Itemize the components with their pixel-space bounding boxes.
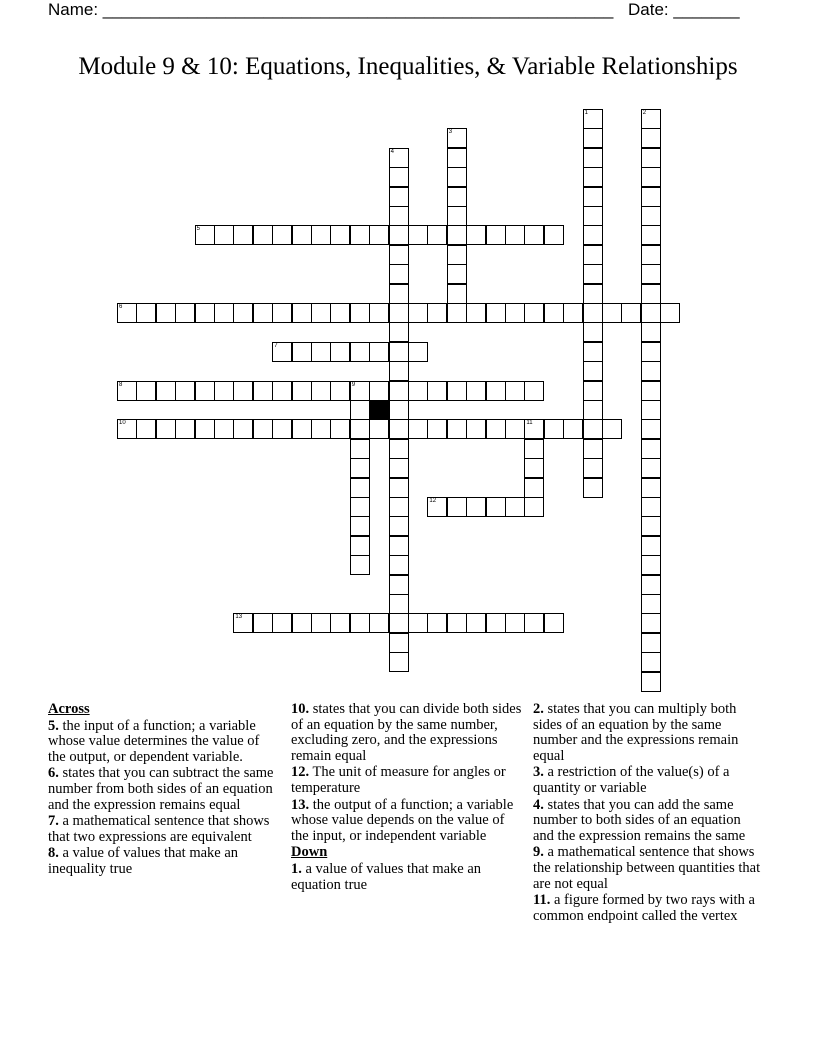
- clue-text: a mathematical sentence that shows the relationship between quantities that are not equal: [533, 844, 761, 892]
- grid-cell[interactable]: [427, 381, 447, 401]
- clue-text: a figure formed by two rays with a common endpoint called the vertex: [533, 892, 755, 924]
- clue-text: The unit of measure for angles or temperature: [291, 764, 506, 796]
- clue-across-5: [48, 719, 280, 766]
- clue-down-1: [291, 862, 523, 893]
- grid-cell[interactable]: [117, 303, 137, 323]
- grid-cell[interactable]: [641, 555, 661, 575]
- grid-cell[interactable]: [524, 478, 544, 498]
- grid-cell[interactable]: [466, 381, 486, 401]
- grid-cell[interactable]: [583, 303, 603, 323]
- grid-cell[interactable]: [427, 419, 447, 439]
- grid-cell[interactable]: [233, 303, 253, 323]
- grid-cell[interactable]: [330, 419, 350, 439]
- grid-cell[interactable]: [350, 342, 370, 362]
- grid-cell[interactable]: [524, 497, 544, 517]
- grid-cell[interactable]: [389, 633, 409, 653]
- grid-cell[interactable]: [389, 497, 409, 517]
- cell-number: 10: [119, 420, 126, 427]
- grid-cell[interactable]: [544, 613, 564, 633]
- grid-cell[interactable]: [583, 187, 603, 207]
- grid-cell[interactable]: [524, 225, 544, 245]
- grid-cell[interactable]: [544, 225, 564, 245]
- grid-cell[interactable]: [408, 381, 428, 401]
- clue-number: 2.: [533, 701, 544, 717]
- grid-cell[interactable]: [214, 381, 234, 401]
- grid-cell[interactable]: [583, 322, 603, 342]
- grid-cell[interactable]: [524, 381, 544, 401]
- grid-cell[interactable]: [389, 419, 409, 439]
- grid-cell[interactable]: [117, 381, 137, 401]
- clue-number: 8.: [48, 845, 59, 862]
- grid-cell[interactable]: [369, 613, 389, 633]
- grid-cell[interactable]: [427, 613, 447, 633]
- grid-cell[interactable]: [641, 361, 661, 381]
- grid-cell[interactable]: [292, 381, 312, 401]
- grid-cell[interactable]: [641, 458, 661, 478]
- grid-cell[interactable]: [641, 109, 661, 129]
- grid-cell[interactable]: [641, 148, 661, 168]
- grid-cell[interactable]: [544, 419, 564, 439]
- grid-cell[interactable]: [583, 109, 603, 129]
- grid-cell[interactable]: [156, 419, 176, 439]
- cell-number: 6: [119, 304, 123, 310]
- date-field[interactable]: Date: _______: [628, 0, 740, 19]
- grid-cell[interactable]: [389, 652, 409, 672]
- grid-cell[interactable]: [175, 381, 195, 401]
- clue-across-7: [48, 814, 280, 845]
- clue-number: 7.: [48, 813, 59, 830]
- grid-cell[interactable]: [272, 419, 292, 439]
- grid-cell[interactable]: [544, 303, 564, 323]
- grid-cell[interactable]: [233, 419, 253, 439]
- grid-cell[interactable]: [389, 478, 409, 498]
- grid-cell[interactable]: [466, 419, 486, 439]
- grid-cell[interactable]: [311, 303, 331, 323]
- grid-cell[interactable]: [330, 613, 350, 633]
- grid-cell[interactable]: [505, 303, 525, 323]
- grid-cell[interactable]: [427, 225, 447, 245]
- cell-number: 11: [526, 420, 533, 427]
- clue-column-1: [48, 702, 280, 879]
- grid-cell[interactable]: [214, 303, 234, 323]
- grid-cell[interactable]: [641, 128, 661, 148]
- grid-cell[interactable]: [389, 575, 409, 595]
- grid-cell[interactable]: [175, 419, 195, 439]
- grid-cell[interactable]: [350, 381, 370, 401]
- clue-number: 5.: [48, 717, 59, 734]
- cell-number: 9: [351, 381, 356, 388]
- clue-text: states that you can add the same number to both sides of an equation and the expression remains the same: [533, 796, 746, 844]
- cell-number: 1: [584, 110, 588, 116]
- grid-cell[interactable]: [447, 245, 467, 265]
- grid-cell[interactable]: [583, 264, 603, 284]
- clue-text: states that you can multiply both sides of an equation by the same number and the expressions remain equal: [533, 701, 739, 764]
- grid-cell[interactable]: [486, 303, 506, 323]
- grid-cell[interactable]: [447, 497, 467, 517]
- clue-down-3: [533, 765, 765, 796]
- grid-cell[interactable]: [583, 206, 603, 226]
- grid-cell[interactable]: [389, 536, 409, 556]
- grid-cell[interactable]: [350, 516, 370, 536]
- cell-number: 7: [274, 342, 278, 349]
- clue-text: states that you can divide both sides of an equation by the same number, excluding zero, and the expressions remain equal: [291, 701, 522, 764]
- grid-cell[interactable]: [408, 419, 428, 439]
- grid-cell[interactable]: [583, 361, 603, 381]
- grid-cell[interactable]: [641, 478, 661, 498]
- clue-down-11: [533, 893, 765, 924]
- grid-cell[interactable]: [350, 458, 370, 478]
- clue-text: a value of values that make an inequality true: [48, 845, 239, 877]
- grid-cell[interactable]: [641, 613, 661, 633]
- grid-cell[interactable]: [389, 594, 409, 614]
- grid-cell[interactable]: [292, 342, 312, 362]
- grid-cell[interactable]: [524, 419, 544, 439]
- grid-cell[interactable]: [447, 128, 467, 148]
- grid-cell[interactable]: [389, 167, 409, 187]
- grid-cell[interactable]: [641, 575, 661, 595]
- grid-cell[interactable]: [447, 148, 467, 168]
- name-field[interactable]: Name: ______________________________________________________: [48, 0, 614, 19]
- grid-cell[interactable]: [292, 613, 312, 633]
- grid-cell[interactable]: [641, 264, 661, 284]
- page-title: Module 9 & 10: Equations, Inequalities, & Variable Relationships: [78, 53, 738, 80]
- cell-number: 12: [429, 498, 437, 504]
- clue-column-2: [291, 702, 523, 894]
- grid-cell[interactable]: [660, 303, 680, 323]
- grid-cell[interactable]: [389, 206, 409, 226]
- grid-cell[interactable]: [641, 225, 661, 245]
- grid-cell[interactable]: [214, 419, 234, 439]
- grid-cell[interactable]: [583, 245, 603, 265]
- grid-cell[interactable]: [253, 225, 273, 245]
- grid-cell[interactable]: [486, 419, 506, 439]
- grid-cell[interactable]: [641, 322, 661, 342]
- grid-cell[interactable]: [563, 303, 583, 323]
- grid-cell[interactable]: [350, 613, 370, 633]
- clue-number: 12.: [291, 764, 310, 781]
- grid-cell[interactable]: [583, 478, 603, 498]
- grid-cell[interactable]: [447, 303, 467, 323]
- grid-cell[interactable]: [641, 206, 661, 226]
- clue-number: 4.: [533, 796, 544, 813]
- grid-cell[interactable]: [447, 187, 467, 207]
- grid-cell[interactable]: [292, 303, 312, 323]
- clue-text: states that you can subtract the same number from both sides of an equation and the expression remains equal: [48, 765, 274, 813]
- grid-cell[interactable]: [350, 400, 370, 420]
- clue-across-12: [291, 765, 523, 796]
- grid-cell[interactable]: [505, 381, 525, 401]
- clue-number: 11.: [533, 892, 551, 909]
- clue-across-13: [291, 798, 523, 845]
- grid-cell[interactable]: [408, 342, 428, 362]
- grid-cell[interactable]: [641, 536, 661, 556]
- clue-across-10: [291, 702, 523, 764]
- grid-cell[interactable]: [408, 613, 428, 633]
- grid-cell[interactable]: [350, 536, 370, 556]
- grid-cell[interactable]: [389, 148, 409, 168]
- clue-across-6: [48, 766, 280, 813]
- grid-cell[interactable]: [330, 381, 350, 401]
- grid-cell[interactable]: [389, 225, 409, 245]
- grid-cell[interactable]: [311, 419, 331, 439]
- grid-cell[interactable]: [272, 381, 292, 401]
- grid-cell[interactable]: [233, 225, 253, 245]
- grid-cell[interactable]: [408, 303, 428, 323]
- grid-cell[interactable]: [389, 322, 409, 342]
- grid-cell[interactable]: [427, 303, 447, 323]
- grid-cell[interactable]: [330, 303, 350, 323]
- grid-cell[interactable]: [408, 225, 428, 245]
- grid-cell[interactable]: [641, 303, 661, 323]
- grid-cell[interactable]: [447, 284, 467, 304]
- grid-cell[interactable]: [389, 613, 409, 633]
- clue-number: 3.: [533, 764, 544, 781]
- grid-cell[interactable]: [389, 264, 409, 284]
- grid-cell[interactable]: [447, 167, 467, 187]
- grid-cell[interactable]: [350, 497, 370, 517]
- grid-cell[interactable]: [524, 458, 544, 478]
- grid-cell[interactable]: [641, 497, 661, 517]
- grid-cell[interactable]: [641, 672, 661, 692]
- grid-cell[interactable]: [486, 613, 506, 633]
- grid-cell[interactable]: [486, 381, 506, 401]
- down-heading: Down: [291, 844, 328, 861]
- grid-cell[interactable]: [350, 439, 370, 459]
- grid-cell[interactable]: [447, 264, 467, 284]
- grid-cell[interactable]: [524, 613, 544, 633]
- grid-cell[interactable]: [350, 225, 370, 245]
- grid-cell[interactable]: [583, 439, 603, 459]
- grid-cell[interactable]: [195, 381, 215, 401]
- clue-down-2: [533, 702, 765, 764]
- grid-cell[interactable]: [583, 167, 603, 187]
- across-heading: Across: [48, 701, 90, 717]
- grid-cell[interactable]: [389, 245, 409, 265]
- grid-cell[interactable]: [350, 303, 370, 323]
- grid-cell[interactable]: [583, 458, 603, 478]
- grid-cell[interactable]: [272, 303, 292, 323]
- grid-cell[interactable]: [505, 419, 525, 439]
- clue-across-8: [48, 846, 280, 877]
- grid-cell[interactable]: [330, 342, 350, 362]
- clue-text: a mathematical sentence that shows that two expressions are equivalent: [48, 813, 270, 845]
- clue-number: 13.: [291, 796, 310, 813]
- grid-cell[interactable]: [369, 342, 389, 362]
- grid-cell[interactable]: [641, 284, 661, 304]
- grid-cell[interactable]: [272, 613, 292, 633]
- grid-cell[interactable]: [233, 381, 253, 401]
- grid-cell[interactable]: [505, 225, 525, 245]
- grid-cell[interactable]: [369, 419, 389, 439]
- grid-cell[interactable]: [641, 400, 661, 420]
- clue-number: 9.: [533, 844, 544, 861]
- clue-text: the input of a function; a variable whose value determines the value of the output, or dependent variable.: [48, 717, 260, 765]
- grid-cell[interactable]: [253, 303, 273, 323]
- cell-number: 5: [196, 226, 200, 233]
- grid-cell[interactable]: [369, 381, 389, 401]
- grid-cell[interactable]: [389, 284, 409, 304]
- grid-cell[interactable]: [602, 303, 622, 323]
- grid-cell[interactable]: [311, 613, 331, 633]
- grid-cell[interactable]: [292, 225, 312, 245]
- grid-cell[interactable]: [156, 303, 176, 323]
- grid-cell[interactable]: [524, 439, 544, 459]
- grid-cell[interactable]: [641, 419, 661, 439]
- grid-cell[interactable]: [641, 167, 661, 187]
- grid-cell[interactable]: [583, 225, 603, 245]
- grid-cell[interactable]: [253, 419, 273, 439]
- clue-text: a restriction of the value(s) of a quantity or variable: [533, 764, 730, 796]
- grid-cell[interactable]: [524, 303, 544, 323]
- grid-cell[interactable]: [621, 303, 641, 323]
- grid-cell[interactable]: [583, 148, 603, 168]
- grid-cell[interactable]: [253, 613, 273, 633]
- grid-cell[interactable]: [389, 187, 409, 207]
- clue-text: the output of a function; a variable whose value depends on the value of the input, or independent variable: [291, 796, 514, 844]
- grid-cell[interactable]: [583, 284, 603, 304]
- grid-cell[interactable]: [641, 594, 661, 614]
- grid-cell[interactable]: [369, 303, 389, 323]
- grid-cell[interactable]: [272, 342, 292, 362]
- grid-cell[interactable]: [350, 419, 370, 439]
- clue-down-4: [533, 798, 765, 845]
- grid-cell[interactable]: [583, 419, 603, 439]
- grid-cell[interactable]: [156, 381, 176, 401]
- grid-cell[interactable]: [311, 342, 331, 362]
- grid-cell[interactable]: [641, 381, 661, 401]
- clue-column-3: [533, 702, 765, 925]
- grid-cell[interactable]: [583, 381, 603, 401]
- grid-cell[interactable]: [583, 400, 603, 420]
- grid-cell[interactable]: [389, 555, 409, 575]
- grid-cell[interactable]: [175, 303, 195, 323]
- grid-cell[interactable]: [389, 381, 409, 401]
- grid-cell[interactable]: [641, 187, 661, 207]
- grid-cell[interactable]: [117, 419, 137, 439]
- grid-cell[interactable]: [389, 458, 409, 478]
- grid-cell[interactable]: [563, 419, 583, 439]
- grid-cell[interactable]: [641, 342, 661, 362]
- grid-cell[interactable]: [369, 225, 389, 245]
- black-cell: [369, 400, 389, 420]
- grid-cell[interactable]: [233, 613, 253, 633]
- grid-cell[interactable]: [447, 613, 467, 633]
- grid-cell[interactable]: [350, 478, 370, 498]
- grid-cell[interactable]: [486, 225, 506, 245]
- grid-cell[interactable]: [583, 128, 603, 148]
- grid-cell[interactable]: [272, 225, 292, 245]
- grid-cell[interactable]: [466, 613, 486, 633]
- grid-cell[interactable]: [505, 497, 525, 517]
- grid-cell[interactable]: [136, 303, 156, 323]
- grid-cell[interactable]: [253, 381, 273, 401]
- grid-cell[interactable]: [447, 381, 467, 401]
- grid-cell[interactable]: [389, 361, 409, 381]
- clue-down-9: [533, 845, 765, 892]
- grid-cell[interactable]: [389, 516, 409, 536]
- grid-cell[interactable]: [466, 497, 486, 517]
- grid-cell[interactable]: [195, 419, 215, 439]
- clue-text: a value of values that make an equation true: [291, 860, 482, 893]
- grid-cell[interactable]: [389, 342, 409, 362]
- grid-cell[interactable]: [505, 613, 525, 633]
- grid-cell[interactable]: [641, 245, 661, 265]
- grid-cell[interactable]: [641, 633, 661, 653]
- cell-number: 13: [235, 614, 243, 621]
- grid-cell[interactable]: [641, 652, 661, 672]
- grid-cell[interactable]: [641, 439, 661, 459]
- grid-cell[interactable]: [447, 206, 467, 226]
- cell-number: 8: [119, 381, 123, 388]
- grid-cell[interactable]: [136, 381, 156, 401]
- grid-cell[interactable]: [466, 303, 486, 323]
- grid-cell[interactable]: [447, 225, 467, 245]
- clue-number: 10.: [291, 701, 310, 717]
- grid-cell[interactable]: [427, 497, 447, 517]
- grid-cell[interactable]: [447, 419, 467, 439]
- grid-cell[interactable]: [641, 516, 661, 536]
- grid-cell[interactable]: [389, 439, 409, 459]
- grid-cell[interactable]: [583, 342, 603, 362]
- grid-cell[interactable]: [389, 303, 409, 323]
- grid-cell[interactable]: [136, 419, 156, 439]
- grid-cell[interactable]: [330, 225, 350, 245]
- cell-number: 2: [642, 110, 647, 116]
- grid-cell[interactable]: [466, 225, 486, 245]
- clue-number: 1.: [291, 860, 302, 877]
- clue-number: 6.: [48, 765, 59, 782]
- grid-cell[interactable]: [486, 497, 506, 517]
- cell-number: 3: [448, 129, 453, 136]
- grid-cell[interactable]: [195, 303, 215, 323]
- grid-cell[interactable]: [311, 225, 331, 245]
- grid-cell[interactable]: [389, 400, 409, 420]
- grid-cell[interactable]: [214, 225, 234, 245]
- grid-cell[interactable]: [602, 419, 622, 439]
- grid-cell[interactable]: [195, 225, 215, 245]
- grid-cell[interactable]: [292, 419, 312, 439]
- cell-number: 4: [390, 148, 394, 155]
- grid-cell[interactable]: [311, 381, 331, 401]
- grid-cell[interactable]: [350, 555, 370, 575]
